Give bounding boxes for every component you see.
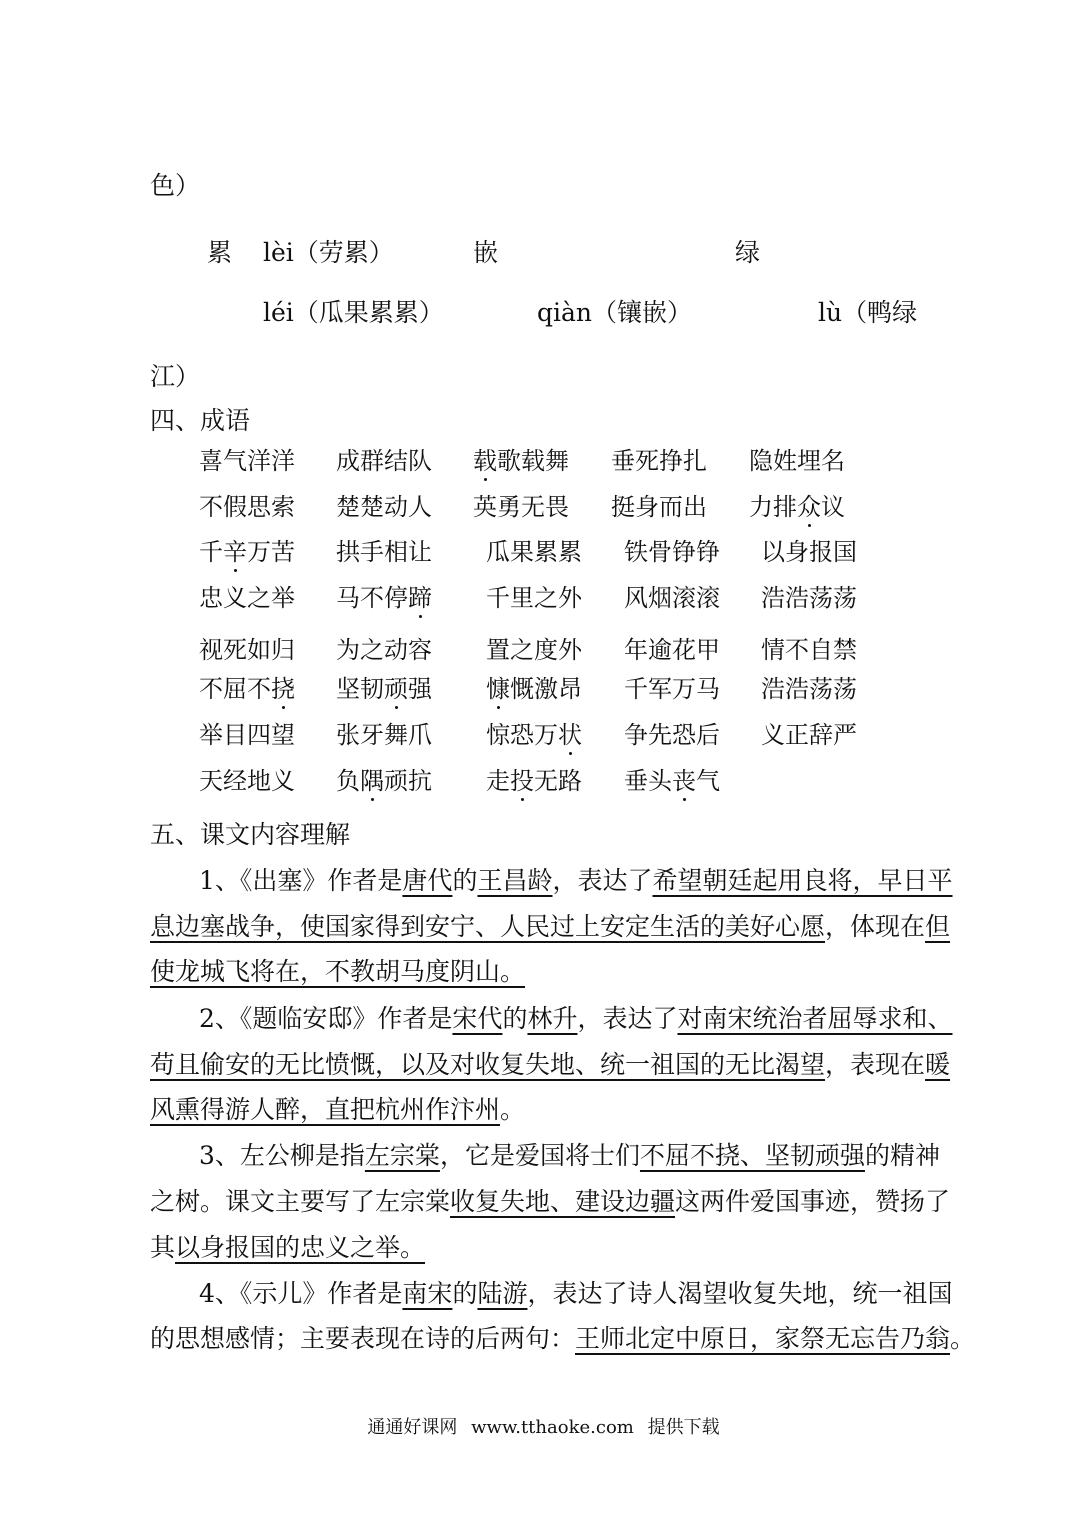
p3-content: 之树。课文主要写了左宗棠 — [150, 1187, 451, 1216]
p3-intro: 3、左公柳是指 — [199, 1141, 365, 1170]
idiom-1-1: 喜气洋洋 — [199, 447, 295, 475]
idiom-1-4: 垂死挣扎 — [611, 447, 707, 475]
p1-de: 的 — [452, 866, 478, 895]
idiom-8-4: 垂头丧气 — [624, 767, 720, 795]
idiom-4-1: 忠义之举 — [199, 584, 295, 612]
p1-dynasty: 唐代 — [402, 866, 453, 895]
idiom-2-4: 挺身而出 — [611, 493, 707, 521]
page-footer — [0, 1413, 1087, 1439]
p4-de: 的 — [452, 1279, 478, 1308]
idioms-heading: 四、成语 — [150, 406, 251, 435]
idiom-5-1: 视死如归 — [199, 636, 295, 664]
p3-loyalty: 以身报国的忠义之举。 — [175, 1233, 426, 1262]
idiom-6-3: 慷慨激昂 — [486, 675, 582, 703]
p2-de: 的 — [502, 1004, 528, 1033]
idiom-8-2: 负隅顽抗 — [336, 767, 432, 795]
idiom-2-3: 英勇无畏 — [473, 493, 569, 521]
pinyin-se-tail: 色） — [150, 171, 201, 200]
p2-period: 。 — [500, 1095, 526, 1124]
p4-verse: 王师北定中原日，家祭无忘告乃翁 — [575, 1324, 951, 1353]
idiom-3-2: 拱手相让 — [336, 538, 432, 566]
p1-theme-start: 希望朝廷起用良将，早日平 — [652, 866, 953, 895]
idiom-6-5: 浩浩荡荡 — [761, 675, 857, 703]
p2-verse-start: 暖 — [925, 1050, 951, 1079]
p2-theme-start: 对南宋统治者屈辱求和、 — [677, 1004, 953, 1033]
p4-line2 — [150, 1326, 975, 1351]
idiom-7-2: 张牙舞爪 — [336, 721, 432, 749]
idiom-7-3: 惊恐万状 — [486, 721, 582, 749]
p2-dynasty: 宋代 — [452, 1004, 503, 1033]
p3-deeds: 收复失地、建设边疆 — [450, 1187, 676, 1216]
p4-dynasty: 南宋 — [402, 1279, 453, 1308]
p1-line3 — [150, 959, 525, 984]
idiom-1-3: 载歌载舞 — [473, 447, 569, 475]
p4-intro: 4、《示儿》作者是 — [199, 1279, 403, 1308]
pinyin-qian-read: qiàn（镶嵌） — [537, 298, 693, 327]
idiom-6-4: 千军万马 — [624, 675, 720, 703]
idiom-5-2: 为之动容 — [336, 636, 432, 664]
p2-theme-end: 苟且偷安的无比愤慨，以及对收复失地、统一祖国的无比渴望 — [150, 1050, 826, 1079]
idiom-2-1: 不假思索 — [199, 493, 295, 521]
comprehension-heading: 五、课文内容理解 — [150, 820, 351, 849]
p1-expressed: ，表达了 — [552, 866, 653, 895]
idiom-3-1: 千辛万苦 — [199, 538, 295, 566]
p1-line1 — [199, 868, 953, 893]
footer-site: 通通好课网 — [367, 1417, 458, 1438]
p1-author: 王昌龄 — [477, 866, 553, 895]
footer-note: 提供下载 — [647, 1417, 720, 1438]
pinyin-lei-read2: léi（瓜果累累） — [263, 298, 444, 327]
p2-line2 — [150, 1052, 950, 1077]
p3-line3 — [150, 1235, 425, 1260]
p3-spirit: 不屈不挠、坚韧顽强 — [639, 1141, 865, 1170]
idiom-4-5: 浩浩荡荡 — [761, 584, 857, 612]
pinyin-lei-char: 累 — [207, 238, 233, 267]
p2-author: 林升 — [527, 1004, 578, 1033]
p1-intro: 1、《出塞》作者是 — [199, 866, 403, 895]
idiom-7-5: 义正辞严 — [761, 721, 857, 749]
p3-praise: 这两件爱国事迹，赞扬了 — [675, 1187, 951, 1216]
p2-line3 — [150, 1097, 525, 1122]
p3-line2 — [150, 1189, 950, 1214]
p3-qi: 其 — [150, 1233, 176, 1262]
idiom-3-5: 以身报国 — [761, 538, 857, 566]
p2-expressed: ，表达了 — [577, 1004, 678, 1033]
idiom-5-4: 年逾花甲 — [624, 636, 720, 664]
idiom-4-2: 马不停蹄 — [336, 584, 432, 612]
p1-line2 — [150, 914, 950, 939]
idiom-7-4: 争先恐后 — [624, 721, 720, 749]
p2-shown-in: ，表现在 — [825, 1050, 926, 1079]
idiom-2-2: 楚楚动人 — [336, 493, 432, 521]
p2-line1 — [199, 1006, 953, 1031]
p4-theme: ，表达了诗人渴望收复失地，统一祖国 — [527, 1279, 953, 1308]
idiom-1-2: 成群结队 — [336, 447, 432, 475]
idiom-4-3: 千里之外 — [486, 584, 582, 612]
idiom-5-3: 置之度外 — [486, 636, 582, 664]
p1-shown-in: ，体现在 — [825, 912, 926, 941]
p3-tree: 的精神 — [864, 1141, 940, 1170]
p2-intro: 2、《题临安邸》作者是 — [199, 1004, 453, 1033]
p4-period: 。 — [950, 1324, 976, 1353]
p1-verse-end: 使龙城飞将在，不教胡马度阴山。 — [150, 957, 526, 986]
pinyin-lu-char: 绿 — [735, 238, 761, 267]
idiom-2-5: 力排众议 — [749, 493, 845, 521]
p4-author: 陆游 — [477, 1279, 528, 1308]
p3-line1 — [199, 1143, 940, 1168]
p3-person: 左宗棠 — [364, 1141, 440, 1170]
idiom-7-1: 举目四望 — [199, 721, 295, 749]
idiom-4-4: 风烟滚滚 — [624, 584, 720, 612]
pinyin-jiang-tail: 江） — [150, 362, 201, 391]
idiom-1-5: 隐姓埋名 — [749, 447, 845, 475]
footer-url[interactable]: www.tthaoke.com — [471, 1417, 634, 1438]
p3-mid: ，它是爱国将士们 — [439, 1141, 640, 1170]
idiom-8-3: 走投无路 — [486, 767, 582, 795]
p4-shown-in: 的思想感情；主要表现在诗的后两句： — [150, 1324, 576, 1353]
idiom-3-3: 瓜果累累 — [486, 538, 582, 566]
idiom-8-1: 天经地义 — [199, 767, 295, 795]
p1-theme-end: 息边塞战争，使国家得到安宁、人民过上安定生活的美好心愿 — [150, 912, 826, 941]
pinyin-qian-char: 嵌 — [473, 238, 499, 267]
idiom-3-4: 铁骨铮铮 — [624, 538, 720, 566]
idiom-6-1: 不屈不挠 — [199, 675, 295, 703]
idiom-5-5: 情不自禁 — [761, 636, 857, 664]
idiom-6-2: 坚韧顽强 — [336, 675, 432, 703]
p4-line1 — [199, 1281, 952, 1306]
pinyin-lu-read: lù（鸭绿 — [818, 298, 918, 327]
pinyin-lei-read1: lèi（劳累） — [263, 238, 394, 267]
p2-verse-end: 风熏得游人醉，直把杭州作汴州 — [150, 1095, 501, 1124]
p1-verse-start: 但 — [925, 912, 951, 941]
